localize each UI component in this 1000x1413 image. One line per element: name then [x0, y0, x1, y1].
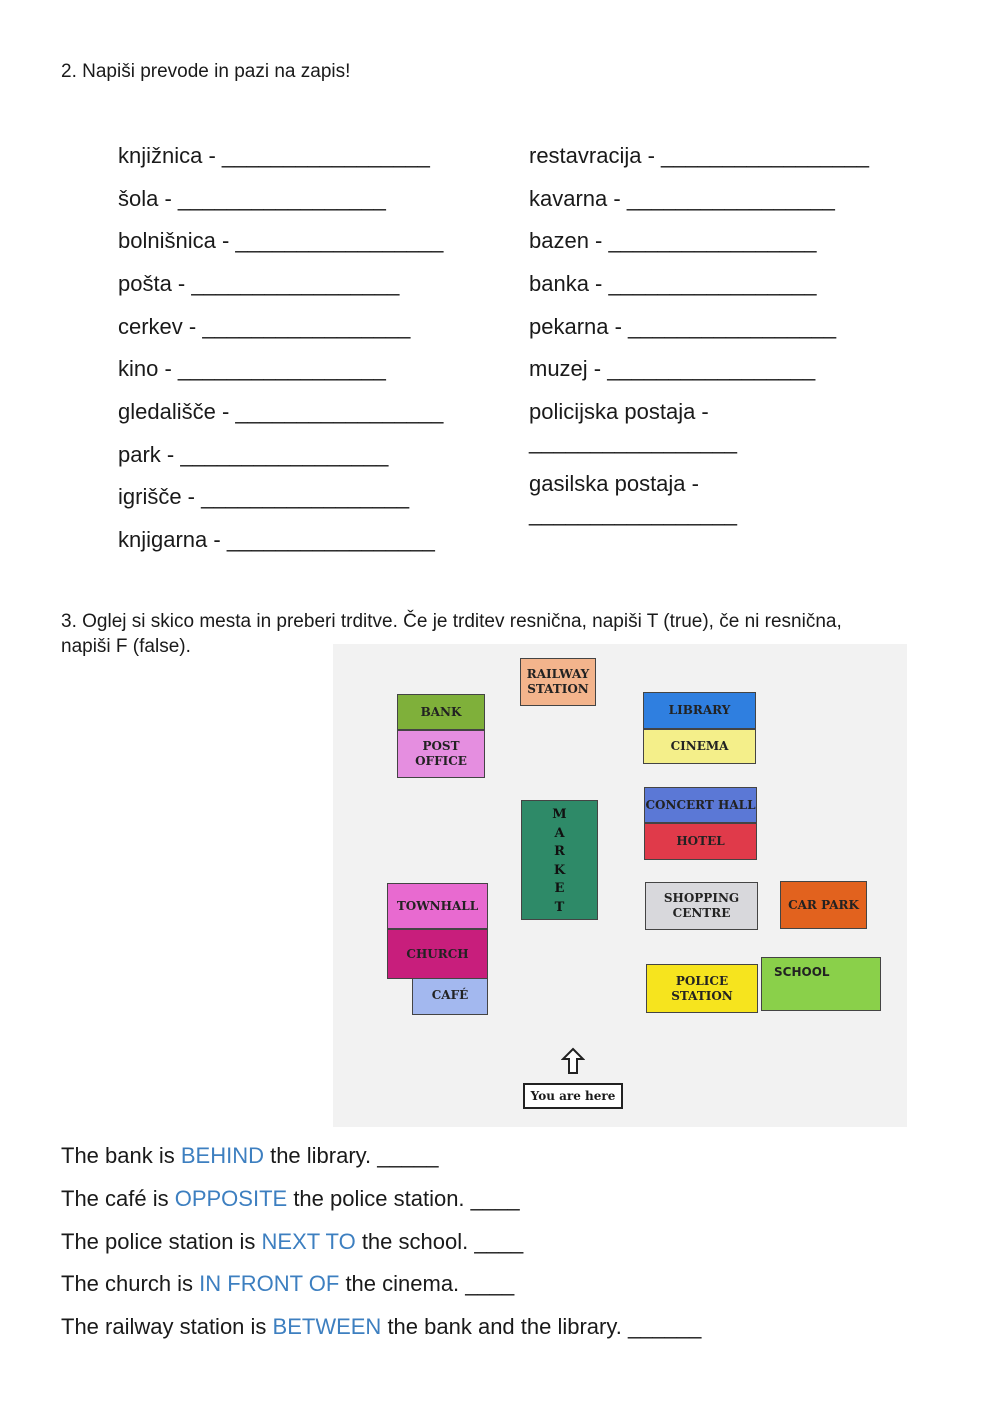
market-letter: T — [554, 899, 565, 915]
concert-hall-building: CONCERT HALL — [644, 787, 757, 823]
task3-heading-line2: napiši F (false). — [61, 636, 191, 657]
vocab-right-2: kavarna - _________________ — [529, 186, 835, 211]
church-building: CHURCH — [387, 929, 488, 979]
vocab-left-3: bolnišnica - _________________ — [118, 228, 444, 253]
school-building: SCHOOL — [761, 957, 881, 1011]
statement-text: the police station. ____ — [287, 1186, 520, 1211]
task3-heading-line1: 3. Oglej si skico mesta in preberi trditve. Če je trditev resnična, napiši T (true), če ni resnična, — [61, 611, 842, 632]
vocab-left-8: park - _________________ — [118, 442, 389, 467]
statement-5 — [61, 1314, 701, 1340]
vocab-right-5: pekarna - _________________ — [529, 314, 837, 339]
statement-text: The railway station is — [61, 1314, 273, 1339]
shopping-centre-building: SHOPPING CENTRE — [645, 882, 758, 930]
market-letter: E — [554, 881, 565, 896]
vocab-left-1: knjižnica - _________________ — [118, 143, 430, 168]
vocab-right-4: banka - _________________ — [529, 271, 817, 296]
arrow-up-icon — [561, 1047, 585, 1075]
vocab-right-8-blank: _________________ — [529, 501, 738, 526]
statement-text: The church is — [61, 1271, 200, 1296]
statement-text: the school. ____ — [355, 1229, 524, 1254]
market-letter: R — [554, 844, 565, 859]
hotel-building: HOTEL — [644, 823, 757, 860]
cinema-building: CINEMA — [643, 729, 756, 764]
statement-keyword: BEHIND — [180, 1143, 264, 1168]
vocab-right-7-blank: _________________ — [529, 429, 738, 454]
cafe-building: CAFÉ — [412, 976, 488, 1015]
statement-keyword: IN FRONT OF — [199, 1271, 340, 1296]
statement-keyword: BETWEEN — [272, 1314, 382, 1339]
market-letter: A — [554, 825, 565, 841]
vocab-right-7: policijska postaja - — [529, 399, 709, 424]
statement-text: The café is — [61, 1186, 175, 1211]
townhall-building: TOWNHALL — [387, 883, 488, 929]
statement-1 — [61, 1143, 438, 1169]
car-park-building: CAR PARK — [780, 881, 867, 929]
library-building: LIBRARY — [643, 692, 756, 729]
you-are-here-label: You are here — [523, 1083, 623, 1109]
market-label — [521, 806, 598, 917]
post-office-building: POST OFFICE — [397, 730, 485, 778]
vocab-right-1: restavracija - _________________ — [529, 143, 870, 168]
vocab-left-9: igrišče - _________________ — [118, 484, 410, 509]
statement-text: the cinema. ____ — [339, 1271, 515, 1296]
vocab-left-6: kino - _________________ — [118, 356, 386, 381]
vocab-left-10: knjigarna - _________________ — [118, 527, 435, 552]
town-map — [333, 644, 907, 1127]
statement-keyword: NEXT TO — [261, 1229, 356, 1254]
statement-text: The bank is — [61, 1143, 181, 1168]
market-letter: M — [552, 807, 567, 822]
vocab-left-4: pošta - _________________ — [118, 271, 400, 296]
vocab-left-5: cerkev - _________________ — [118, 314, 411, 339]
statement-text: the bank and the library. ______ — [381, 1314, 702, 1339]
vocab-right-6: muzej - _________________ — [529, 356, 816, 381]
police-station-building: POLICE STATION — [646, 964, 758, 1013]
bank-building: BANK — [397, 694, 485, 730]
statement-keyword: OPPOSITE — [174, 1186, 288, 1211]
vocab-right-3: bazen - _________________ — [529, 228, 817, 253]
task2-heading: 2. Napiši prevode in pazi na zapis! — [61, 61, 351, 82]
vocab-left-2: šola - _________________ — [118, 186, 386, 211]
railway-station-building: RAILWAY STATION — [520, 658, 596, 706]
market-letter: K — [553, 862, 566, 878]
statement-4 — [61, 1271, 514, 1297]
vocab-left-7: gledališče - _________________ — [118, 399, 444, 424]
statement-3 — [61, 1229, 523, 1255]
statement-2 — [61, 1186, 520, 1212]
vocab-right-8: gasilska postaja - — [529, 471, 699, 496]
statement-text: the library. _____ — [263, 1143, 439, 1168]
statement-text: The police station is — [61, 1229, 262, 1254]
